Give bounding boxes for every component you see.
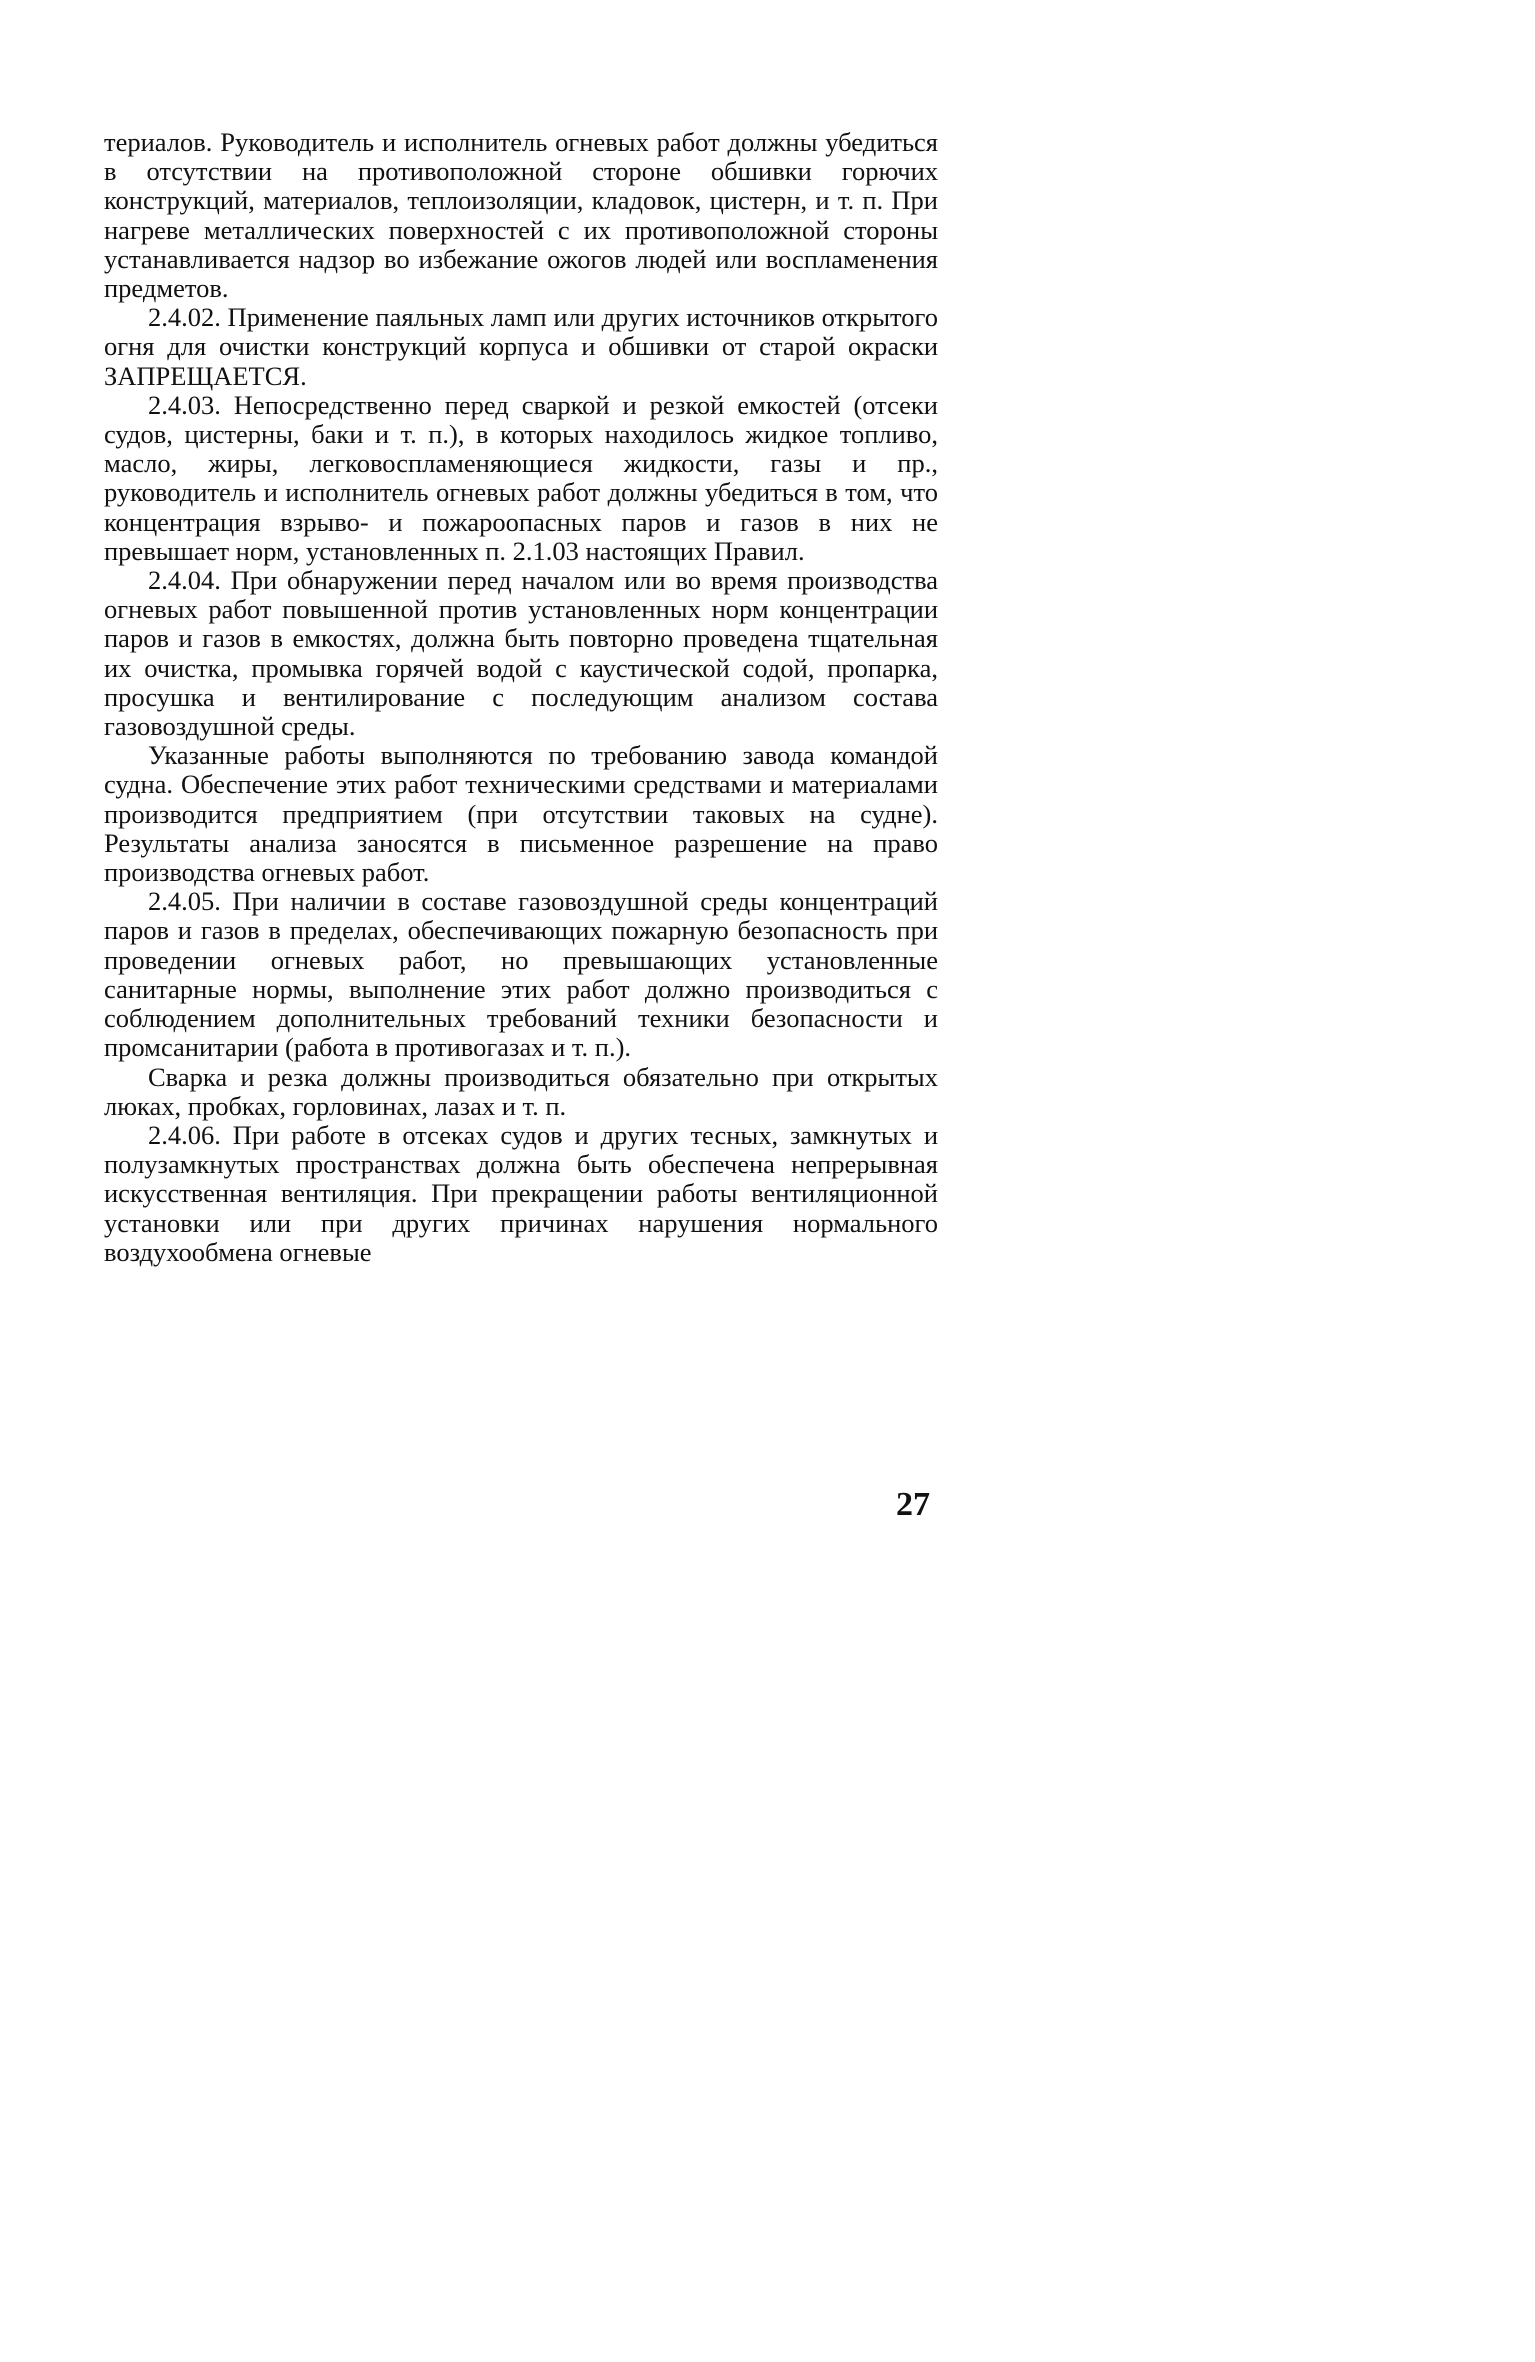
paragraph-2-4-03: 2.4.03. Непосредственно перед сваркой и резкой емкостей (отсеки судов, цистерны, баки и т. п.), в которых находилось жидкое топливо, масло, жиры, легковоспламеняющиеся жидкости, газы и пр., руководитель и исполнитель огневых работ должны убедиться в том, что концентрация взрыво- и пожароопасных паров и газов в них не превышает норм, установленных п. 2.1.03 настоящих Правил. <box>104 389 938 566</box>
body-text <box>104 128 938 1267</box>
document-page <box>0 0 1024 1576</box>
paragraph-2-4-02: 2.4.02. Применение паяльных ламп или других источников открытого огня для очистки конструкций корпуса и обшивки от старой окраски ЗАПРЕЩАЕТСЯ. <box>104 302 938 391</box>
paragraph-welding-hatches: Сварка и резка должны производиться обязательно при открытых люках, пробках, горловинах, лазах и т. п. <box>104 1061 938 1121</box>
paragraph-2-4-04: 2.4.04. При обнаружении перед началом или во время производства огневых работ повышенной против установленных норм концентрации паров и газов в емкостях, должна быть повторно проведена тщательная их очистка, промывка горячей водой с каустической содой, пропарка, просушка и вентилирование с последующим анализом состава газовоздушной среды. <box>104 565 938 742</box>
paragraph-continuation: териалов. Руководитель и исполнитель огневых работ должны убедиться в отсутствии на противоположной стороне обшивки горючих конструкций, материалов, теплоизоляции, кладовок, цистерн, и т. п. При нагреве металлических поверхностей с их противоположной стороны устанавливается надзор во избежание ожогов людей или воспламенения предметов. <box>104 127 938 304</box>
paragraph-note-works: Указанные работы выполняются по требованию завода командой судна. Обеспечение этих работ техническими средствами и материалами производится предприятием (при отсутствии таковых на судне). Результаты анализа заносятся в письменное разрешение на право производства огневых работ. <box>104 740 938 888</box>
paragraph-2-4-06: 2.4.06. При работе в отсеках судов и других тесных, замкнутых и полузамкнутых пространствах должна быть обеспечена непрерывная искусственная вентиляция. При прекращении работы вентиляционной установки или при других причинах нарушения нормального воздухообмена огневые <box>104 1119 938 1267</box>
paragraph-2-4-05: 2.4.05. При наличии в составе газовоздушной среды концентраций паров и газов в пределах, обеспечивающих пожарную безопасность при проведении огневых работ, но превышающих установленные санитарные нормы, выполнение этих работ должно производиться с соблюдением дополнительных требований техники безопасности и промсанитарии (работа в противогазах и т. п.). <box>104 886 938 1063</box>
page-number: 27 <box>896 1486 930 1523</box>
